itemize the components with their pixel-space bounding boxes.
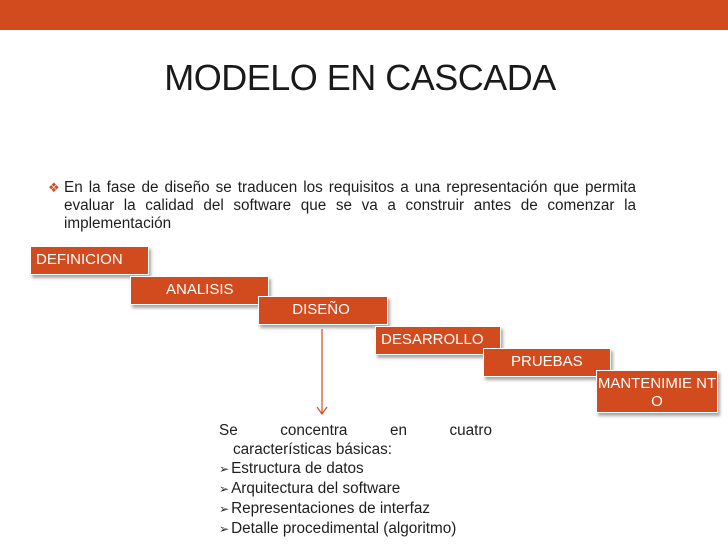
step-definicion: DEFINICION <box>30 246 149 275</box>
step-desarrollo: DESARROLLO <box>375 326 501 355</box>
step-pruebas: PRUEBAS <box>483 348 611 377</box>
detail-lead-line2: características básicas: <box>233 441 392 458</box>
arrow-bullet-icon: ➢ <box>219 502 230 516</box>
down-arrow-icon <box>310 329 334 415</box>
slide-title: MODELO EN CASCADA <box>164 57 556 98</box>
arrow-bullet-icon: ➢ <box>219 522 230 536</box>
intro-paragraph <box>48 179 636 233</box>
list-item <box>219 479 492 499</box>
step-mantenimiento: MANTENIMIE NTO <box>596 370 718 413</box>
list-item-label: Estructura de datos <box>231 460 364 477</box>
arrow-bullet-icon: ➢ <box>219 482 230 496</box>
step-diseno: DISEÑO <box>258 296 388 325</box>
arrow-bullet-icon: ➢ <box>219 462 230 476</box>
detail-lead-line1: Se concentra en cuatro <box>219 422 492 439</box>
list-item <box>219 499 492 519</box>
list-item-label: Arquitectura del software <box>231 480 401 497</box>
list-item <box>219 519 492 539</box>
diamond-bullet-icon: ❖ <box>48 180 60 195</box>
step-analisis: ANALISIS <box>130 276 269 305</box>
list-item-label: Representaciones de interfaz <box>231 500 431 517</box>
intro-text: En la fase de diseño se traducen los requisitos a una representación que permita evaluar la calidad del software que se va a construir antes de comenzar la implementación <box>64 179 636 232</box>
list-item-label: Detalle procedimental (algoritmo) <box>231 520 457 537</box>
top-accent-bar <box>0 0 728 30</box>
list-item <box>219 459 492 479</box>
design-detail-box <box>219 421 492 539</box>
